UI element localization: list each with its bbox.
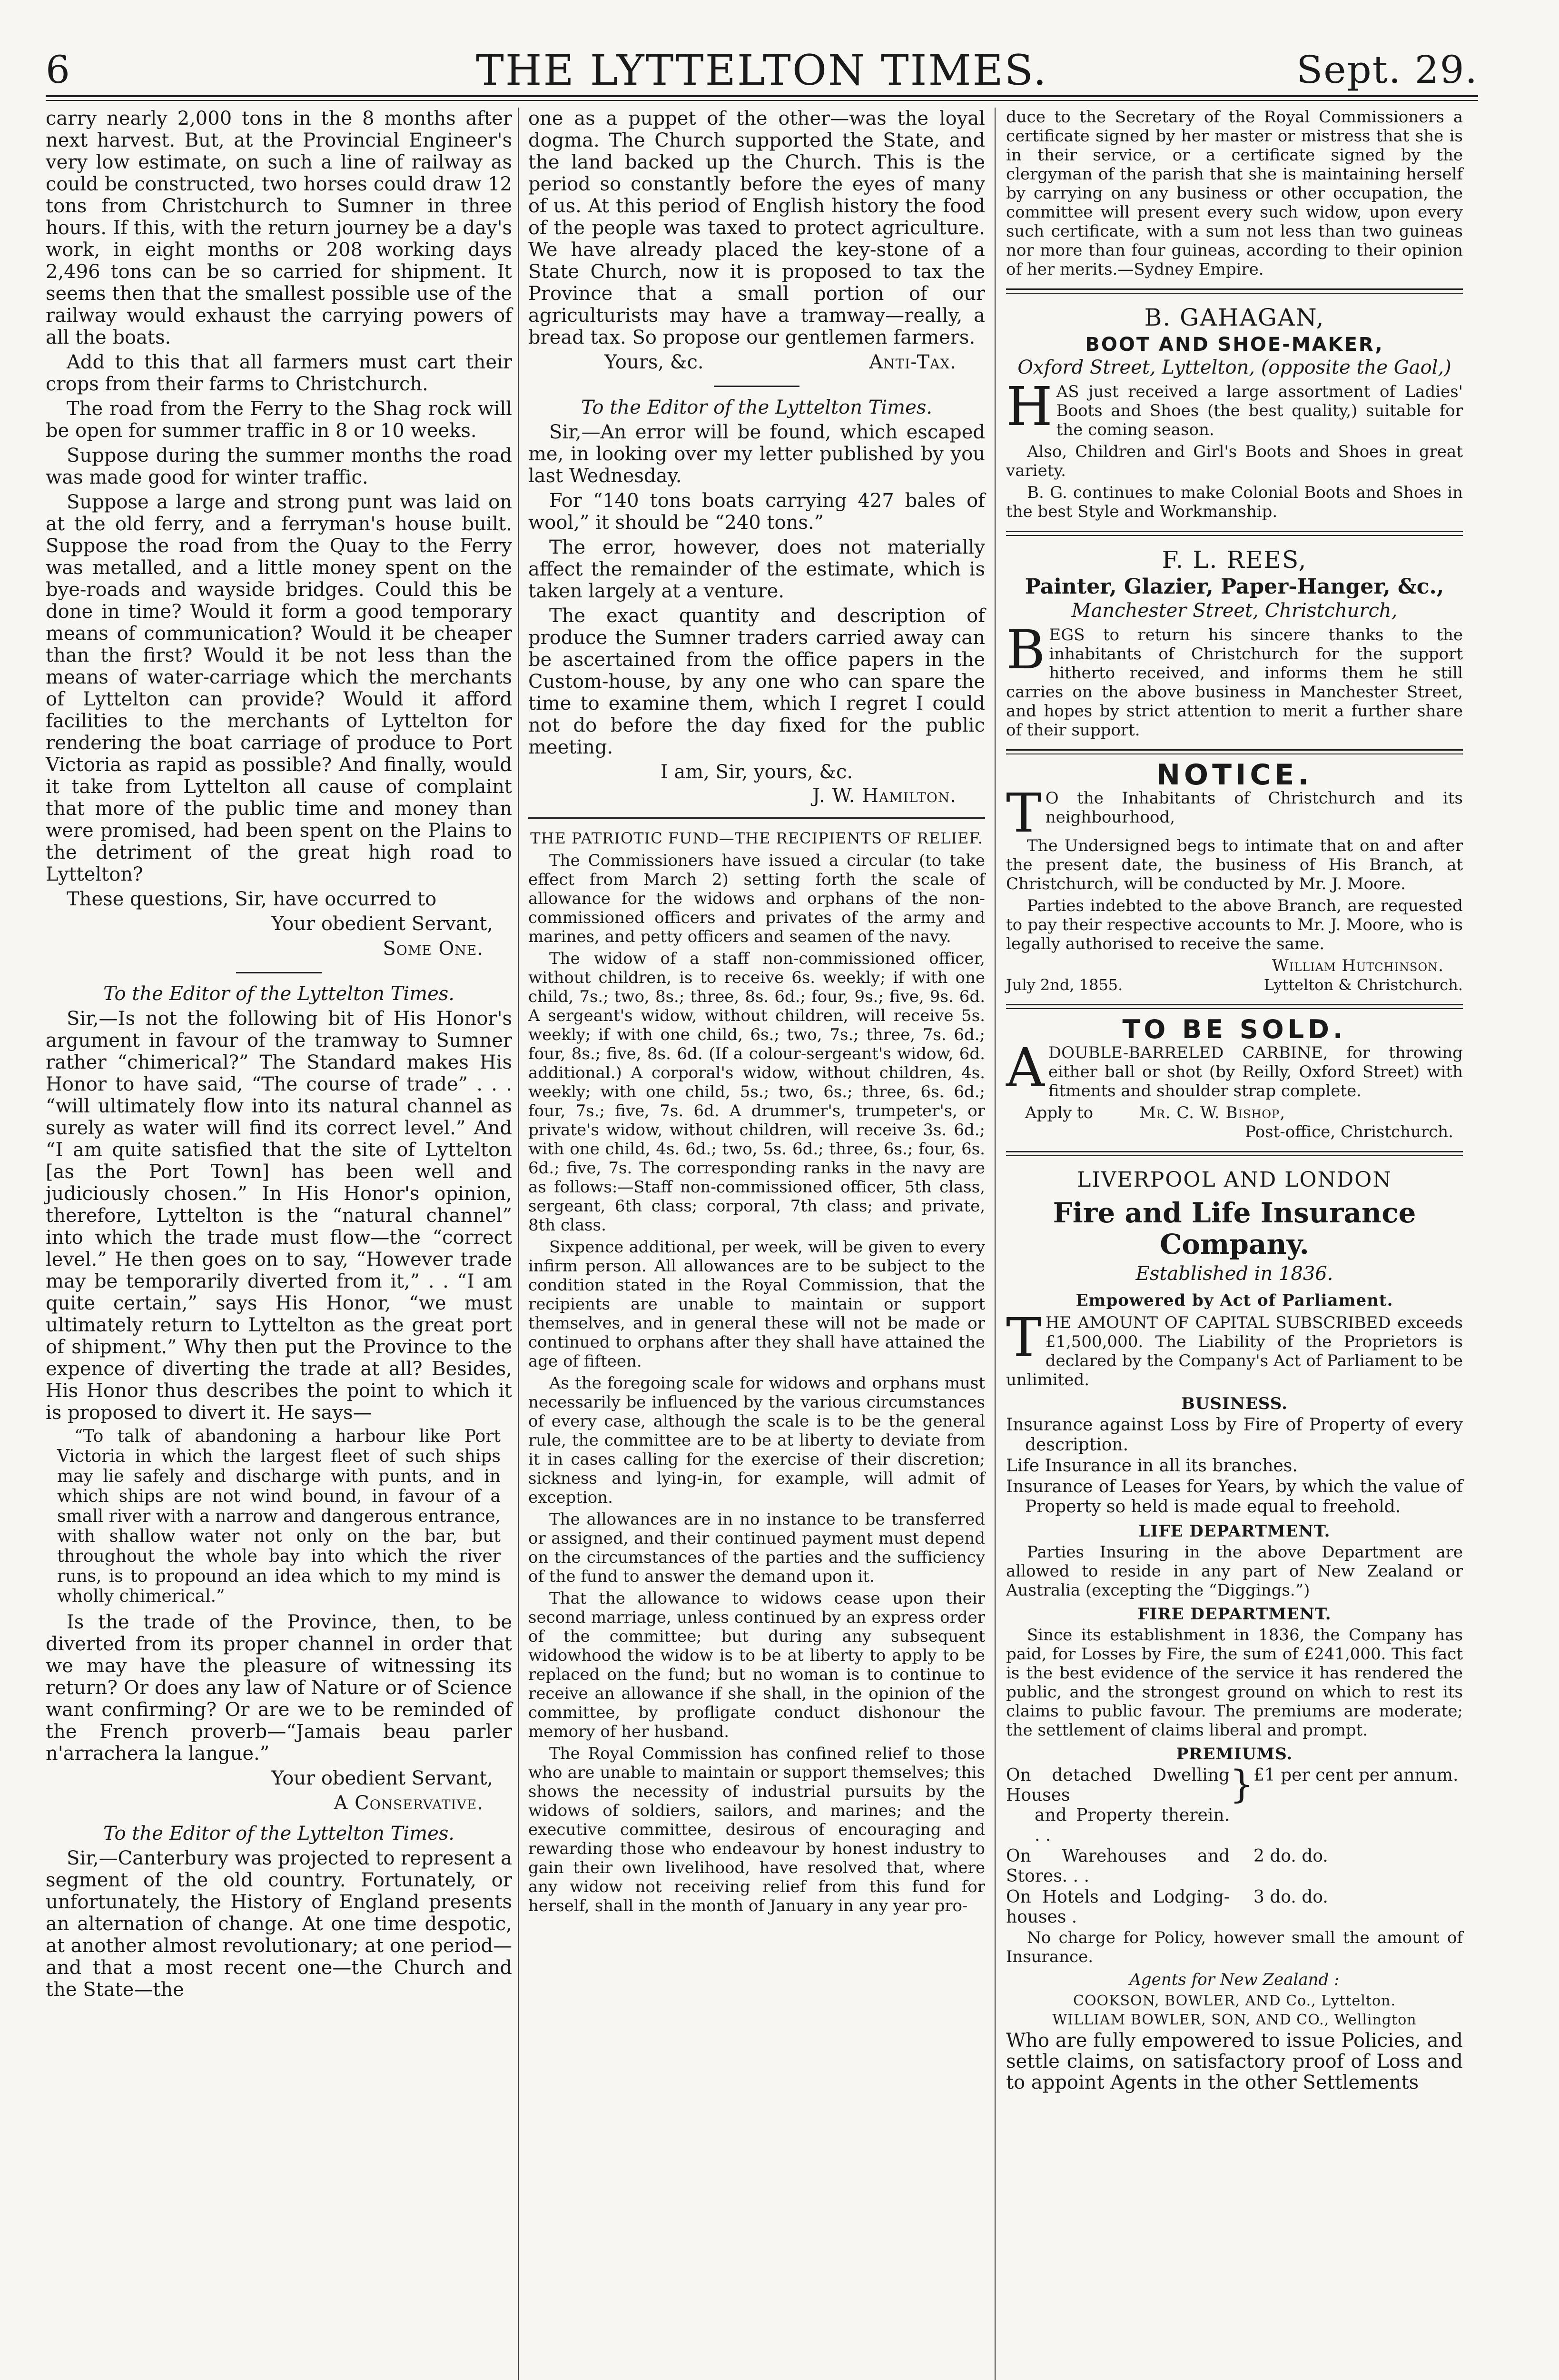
ad-place: Lyttelton & Christchurch. (1263, 976, 1463, 994)
separator (1006, 1151, 1463, 1156)
contact-name: Mr. C. W. Bishop, (1139, 1103, 1286, 1122)
signoff-row (604, 351, 957, 373)
insurance-company-name: Fire and Life Insurance Company. (1053, 1197, 1416, 1260)
paragraph: The allowances are in no instance to be transferred or assigned, and their continued payment must depend on the circumstances of the parties and the sufficiency of the fund to answer the demand upon it. (528, 1510, 985, 1586)
paragraph: Add to this that all farmers must cart their crops from their farms to Christchurch. (46, 351, 512, 395)
paragraph: For “140 tons boats carrying 427 bales of wool,” it should be “240 tons.” (528, 490, 985, 534)
advertisement-rees (1006, 545, 1463, 740)
ad-text: HE AMOUNT OF CAPITAL SUBSCRIBED exceeds £1,500,000. The Liability of the Proprietors is declared by the Company's Act of Parliament to be unlimited. (1006, 1313, 1463, 1389)
ad-text: DOUBLE-BARRELED CARBINE, for throwing either ball or shot (by Reilly, Oxford Street) with fitments and shoulder strap complete. (1048, 1043, 1463, 1101)
ad-text: No charge for Policy, however small the amount of Insurance. (1006, 1928, 1463, 1966)
signoff-line: Your obedient Servant, (271, 1767, 493, 1789)
agent: WILLIAM BOWLER, SON, AND CO., Wellington (1052, 2012, 1417, 2028)
advertisement-notice (1006, 758, 1463, 994)
signoff-line: I am, Sir, yours, &c. (660, 761, 853, 783)
letter-heading: To the Editor of the Lyttelton Times. (581, 397, 933, 418)
article-heading: THE PATRIOTIC FUND—THE RECIPIENTS OF RELIEF. (530, 829, 983, 847)
paragraph: Suppose during the summer months the road was made good for winter traffic. (46, 445, 512, 488)
empowered: Empowered by Act of Parliament. (1076, 1291, 1393, 1310)
ad-text: AS just received a large assortment of Ladies' Boots and Shoes (the best quality,) suitable for the coming season. (1056, 382, 1463, 439)
premium-rate: 2 do. do. (1253, 1846, 1328, 1866)
business-item: Life Insurance in all its branches. (1006, 1456, 1298, 1476)
signoff-name: J. W. Hamilton. (812, 785, 957, 807)
ad-address: Oxford Street, Lyttelton, (opposite the Gaol,) (1017, 357, 1451, 378)
page-number: 6 (46, 48, 70, 92)
column-divider (518, 108, 519, 2380)
newspaper-title: THE LYTTELTON TIMES. (476, 46, 1048, 95)
ad-text: Also, Children and Girl's Boots and Shoes in great variety. (1006, 442, 1463, 480)
established: Established in 1836. (1135, 1263, 1333, 1285)
drop-cap: T (1006, 783, 1042, 844)
premium-label: On detached Dwelling Houses (1006, 1765, 1230, 1805)
sale-heading: TO BE SOLD. (1122, 1014, 1347, 1044)
separator (1006, 1004, 1463, 1009)
premium-label: On Hotels and Lodging-houses . (1006, 1887, 1230, 1927)
premium-row (1006, 1846, 1463, 1886)
paragraph: The error, however, does not materially affect the remainder of the estimate, which is taken largely at a venture. (528, 536, 985, 602)
separator (1006, 749, 1463, 754)
separator (236, 972, 322, 973)
ad-text: Parties Insuring in the above Department are allowed to reside in any part of New Zealand or Australia (excepting the “Diggings.”) (1006, 1543, 1463, 1600)
ad-name: F. L. REES, (1162, 546, 1307, 574)
paragraph: These questions, Sir, have occurred to (67, 888, 437, 910)
paragraph: Sir,—An error will be found, which escaped me, in looking over my letter published by you last Wednesday. (528, 421, 985, 487)
premium-rate: 3 do. do. (1253, 1887, 1328, 1907)
section-heading: LIFE DEPARTMENT. (1138, 1522, 1331, 1541)
drop-cap: A (1006, 1037, 1045, 1099)
masthead-rule-thin (46, 100, 1478, 101)
ad-text: O the Inhabitants of Christchurch and its neighbourhood, (1045, 789, 1463, 827)
column-1 (46, 108, 512, 2003)
ad-date: July 2nd, 1855. (1006, 976, 1123, 994)
ad-text: The Undersigned begs to intimate that on and after the present date, the business of His Branch, at Christchurch, will be conducted by Mr. J. Moore. (1006, 836, 1463, 893)
separator (528, 817, 985, 819)
ad-text: Parties indebted to the above Branch, are requested to pay their respective accounts to Mr. J. Moore, who is legally authorised to receive the same. (1006, 896, 1463, 953)
section-heading: FIRE DEPARTMENT. (1137, 1605, 1332, 1624)
paragraph: The exact quantity and description of produce the Sumner traders carried away can be ascertained from the office papers in the Custom-house, by any one who can spare the time to examine them, which I regret I could not do before the day fixed for the public meeting. (528, 605, 985, 758)
section-heading: PREMIUMS. (1176, 1745, 1293, 1764)
paragraph: Sir,—Is not the following bit of His Honor's argument in favour of the tramway to Sumner rather “chimerical?” The Standard makes His Honor to have said, “The course of trade” . . . “will ultimately flow into its natural channel as surely as water will find its correct level.” And “I am quite satisfied that the site of Lyttelton [as the Port Town] has been well and judiciously chosen.” In His Honor's opinion, therefore, Lyttelton is the “natural channel” into which the trade must flow—the “correct level.” He then goes on to say, “However trade may be temporarily diverted from it,” . . “I am quite certain,” says His Honor, “we must ultimately return to Lyttelton as the great port of shipment.” Why then put the Province to the expence of diverting the trade at all? Besides, His Honor thus describes the point to which it is proposed to divert it. He says— (46, 1008, 512, 1424)
paragraph: As the foregoing scale for widows and orphans must necessarily be influenced by the various circumstances of every case, although the scale is to be the general rule, the committee are to be at liberty to deviate from it in cases calling for the exercise of their discretion; sickness and lying-in, for example, will admit of exception. (528, 1374, 985, 1507)
advertisement-for-sale (1006, 1014, 1463, 1141)
paragraph: The Commissioners have issued a circular (to take effect from March 2) setting forth the scale of allowance for the widows and orphans of the non-commissioned officers and privates of the army and marines, and petty officers and seamen of the navy. (528, 851, 985, 946)
letter-heading: To the Editor of the Lyttelton Times. (103, 983, 455, 1005)
agents-heading: Agents for New Zealand : (1129, 1970, 1340, 1989)
letter-heading: To the Editor of the Lyttelton Times. (103, 1823, 455, 1844)
agent: COOKSON, BOWLER, AND Co., Lyttelton. (1073, 1993, 1396, 2009)
paragraph: duce to the Secretary of the Royal Commissioners a certificate signed by her master or mistress that she is in their service, or a certificate signed by the clergyman of the parish that she is maintaining herself by carrying on any business or other occupation, the committee will present every such widow, upon every such certificate, with a sum not less than two guineas nor more than four guineas, according to their opinion of her merits.—Sydney Empire. (1006, 108, 1463, 279)
paragraph: The Royal Commission has confined relief to those who are unable to maintain or support themselves; this shows the necessity of industrial pursuits by the widows of soldiers, sailors, and marines; and the executive committee, desirous of encouraging and rewarding those who endeavour by honest industry to gain their own livelihood, have resolved that, where any widow not receiving relief from this fund for herself, shall in the month of January in any year pro- (528, 1744, 985, 1915)
ad-footer (1006, 975, 1463, 994)
premium-label: and Property therein. . . (1035, 1805, 1230, 1845)
contact-address: Post-office, Christchurch. (1245, 1122, 1453, 1141)
signoff-line: Your obedient Servant, (271, 913, 493, 935)
column-divider (995, 108, 996, 2380)
insurance-heading: LIVERPOOL AND LONDON (1077, 1168, 1392, 1192)
ad-text: EGS to return his sincere thanks to the inhabitants of Christchurch for the support hitherto received, and informs them he still carries on the above business in Manchester Street, and hopes by strict attention to merit a further share of their support. (1006, 625, 1463, 740)
business-item: Insurance against Loss by Fire of Property of every description. (1006, 1415, 1463, 1455)
premium-label: On Warehouses and Stores. . . (1006, 1846, 1230, 1886)
ad-signature: William Hutchinson. (1272, 956, 1444, 975)
section-heading: BUSINESS. (1181, 1394, 1288, 1413)
quotation: “To talk of abandoning a harbour like Port Victoria in which the largest fleet of such ships may lie safely and discharge with punts, and in which ships are not wind bound, in favour of a small river with a narrow and dangerous entrance, with shallow water not only on the bar, but throughout the whole bay into which the river runs, is to propound an idea which to my mind is wholly chimerical.” (57, 1427, 501, 1606)
paragraph: That the allowance to widows cease upon their second marriage, unless continued by an express order of the committee; but during any subsequent widowhood the widow is to be at liberty to apply to be replaced on the fund; but no woman is to continue to receive an allowance if she shall, in the opinion of the committee, by profligate conduct dishonour the memory of her husband. (528, 1589, 985, 1741)
advertisement-insurance (1006, 1166, 1463, 2093)
apply-label: Apply to (1025, 1103, 1094, 1122)
ad-trade: BOOT AND SHOE-MAKER, (1085, 334, 1384, 356)
advertisement-gahagan (1006, 303, 1463, 521)
ad-text: B. G. continues to make Colonial Boots and Shoes in the best Style and Workmanship. (1006, 483, 1463, 521)
paragraph: Sir,—Canterbury was projected to represent a segment of the old country. Fortunately, or unfortunately, the History of England presents an alternation of change. At one time despotic, at another almost revolutionary; at one period—and that a most recent one—the Church and the State—the (46, 1847, 512, 2001)
signoff-name: Anti-Tax. (869, 351, 957, 373)
column-3 (1006, 108, 1463, 2096)
paragraph: Sixpence additional, per week, will be given to every infirm person. All allowances are to be subject to the condition stated in the Royal Commission, that the recipients are unable to maintain or support themselves, and in general these will not be made or continued to orphans after they shall have attained the age of fifteen. (528, 1238, 985, 1371)
paragraph: one as a puppet of the other—was the loyal dogma. The Church supported the State, and the land backed up the Church. This is the period so constantly before the eyes of many of us. At this period of English history the food of the people was taxed to protect agriculture. We have already placed the key-stone of a State Church, now it is proposed to tax the Province that a small portion of our agriculturists may have a tramway—really, a bread tax. So propose our gentlemen farmers. (528, 108, 985, 348)
ad-address: Manchester Street, Christchurch, (1071, 600, 1398, 622)
signoff-line: Yours, &c. (604, 351, 704, 373)
drop-cap: H (1006, 376, 1053, 438)
ad-text: Who are fully empowered to issue Policies, and settle claims, on satisfactory proof of Loss and to appoint Agents in the other Settlements (1006, 2030, 1463, 2093)
paragraph: The road from the Ferry to the Shag rock will be open for summer traffic in 8 or 10 weeks. (46, 398, 512, 442)
column-2 (528, 108, 985, 1918)
issue-date: Sept. 29. (1296, 48, 1478, 92)
ad-text: Since its establishment in 1836, the Company has paid, for Losses by Fire, the sum of £241,000. This fact is the best evidence of the service it has rendered the public, and the strongest ground on which to rest its claims to public favour. The premiums are moderate; the settlement of claims liberal and prompt. (1006, 1626, 1463, 1740)
apply-row (1006, 1103, 1463, 1122)
paragraph: Suppose a large and strong punt was laid on at the old ferry, and a ferryman's house built. Suppose the road from the Quay to the Ferry was metalled, and a little money spent on the bye-roads and wayside bridges. Could this be done in time? Would it form a good temporary means of communication? Would it be cheaper than the first? Would it be not less than the means of water-carriage which the merchants of Lyttelton can provide? Would it afford facilities to the merchants of Lyttelton for rendering the boat carriage of produce to Port Victoria as rapid as possible? And finally, would it take from Lyttelton all cause of complaint that more of the public time and money than were promised, had been spent on the Plains to the detriment of the great high road to Lyttelton? (46, 491, 512, 885)
paragraph: Is the trade of the Province, then, to be diverted from its proper channel in order that we may have the pleasure of witnessing its return? Or does any law of Nature or of Science want confirming? Or are we to be reminded of the French proverb—“Jamais beau parler n'arrachera la langue.” (46, 1611, 512, 1765)
separator (714, 386, 799, 387)
ad-name: B. GAHAGAN, (1144, 304, 1325, 331)
notice-heading: NOTICE. (1156, 758, 1313, 792)
signoff-name: A Conservative. (334, 1792, 483, 1814)
business-item: Insurance of Leases for Years, by which the value of Property so held is made equal to freehold. (1006, 1477, 1463, 1517)
separator (1006, 531, 1463, 536)
ad-trade: Painter, Glazier, Paper-Hanger, &c., (1025, 575, 1444, 599)
separator (1006, 288, 1463, 294)
premium-row (1006, 1762, 1463, 1845)
premium-rate: £1 per cent per annum. (1253, 1765, 1459, 1785)
masthead-rule (46, 95, 1478, 97)
paragraph: carry nearly 2,000 tons in the 8 months after next harvest. But, at the Provincial Engineer's very low estimate, on such a line of railway as could be constructed, two horses could draw 12 tons from Christchurch to Sumner in three hours. If this, with the return journey be a day's work, in eight months or 208 working days 2,496 tons can be so carried for shipment. It seems then that the smallest possible use of the railway would exhaust the carrying powers of all the boats. (46, 108, 512, 348)
paragraph: The widow of a staff non-commissioned officer, without children, is to receive 6s. weekly; if with one child, 7s.; two, 8s.; three, 8s. 6d.; four, 9s.; five, 9s. 6d. A sergeant's widow, without children, will receive 5s. weekly; if with one child, 6s.; two, 7s.; three, 7s. 6d.; four, 8s.; five, 8s. 6d. (If a colour-sergeant's widow, 6d. additional.) A corporal's widow, without children, 4s. weekly; with one child, 5s.; two, 6s.; three, 6s. 6d.; four, 7s.; five, 7s. 6d. A drummer's, trumpeter's, or private's widow, without children, will receive 3s. 6d.; with one child, 4s. 6d.; two, 5s. 6d.; three, 6s.; four, 6s. 6d.; five, 7s. The corresponding ranks in the navy are as follows:—Staff non-commissioned officer, 5th class, sergeant, 6th class; corporal, 7th class; and private, 8th class. (528, 949, 985, 1235)
masthead (46, 38, 1478, 95)
drop-cap: T (1006, 1307, 1042, 1369)
drop-cap: B (1006, 619, 1046, 681)
signoff-name: Some One. (383, 938, 483, 960)
premium-row (1006, 1887, 1463, 1927)
brace: } (1230, 1762, 1254, 1806)
